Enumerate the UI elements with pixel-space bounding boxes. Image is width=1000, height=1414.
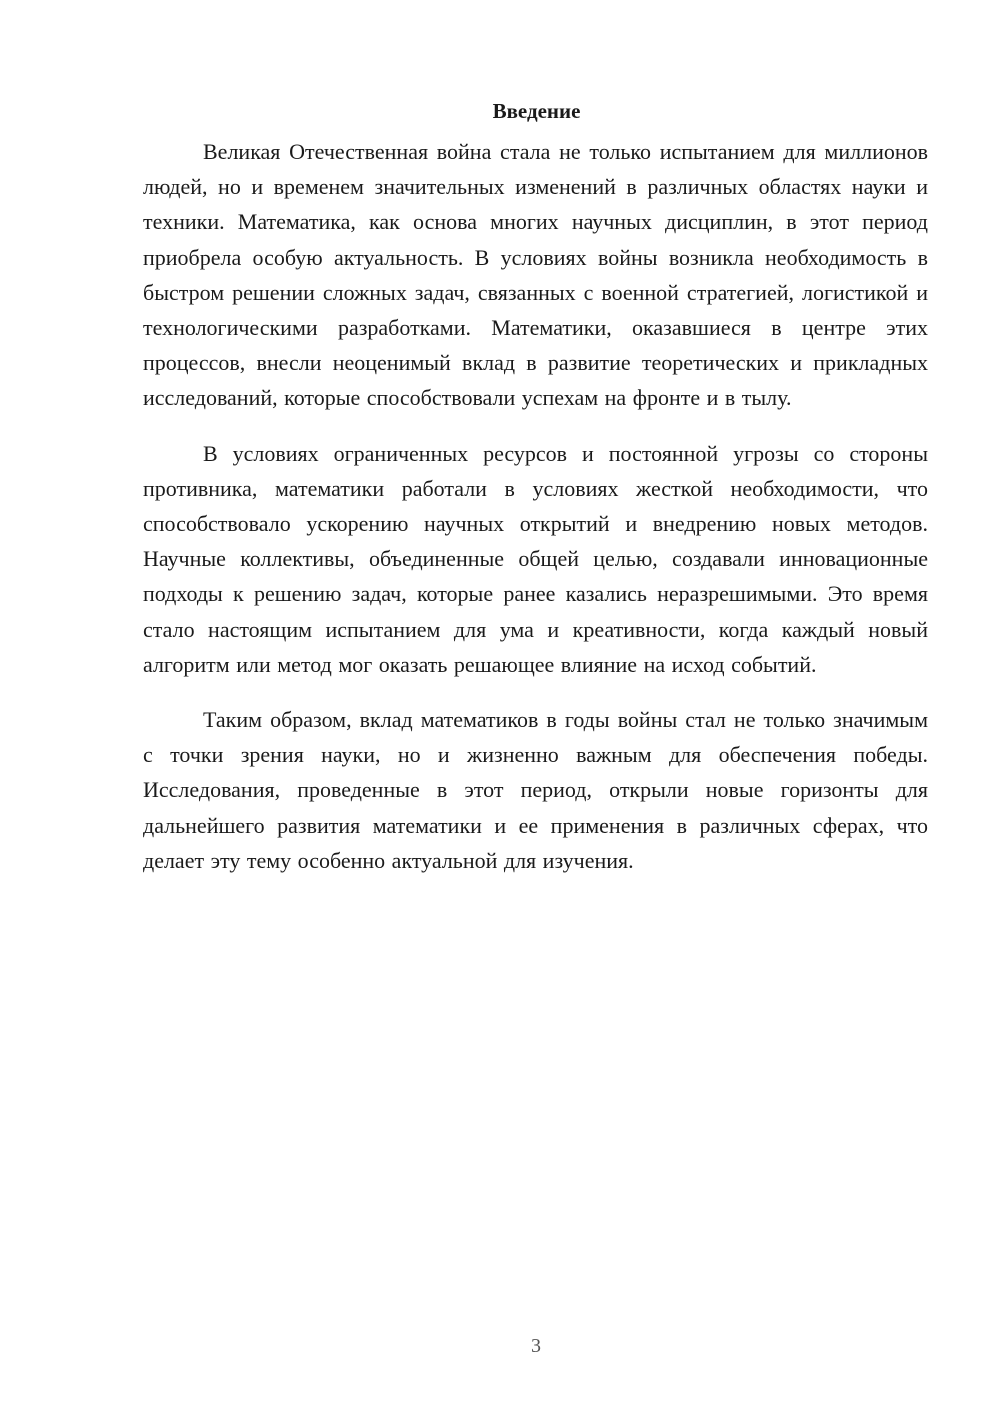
paragraph-3: Таким образом, вклад математиков в годы войны стал не только значимым с точки зрения науки, но и жизненно важным для обеспечения победы. Исследования, проведенные в этот период, открыли новые горизонты для дальнейшего развития математики и ее применения в различных сферах, что делает эту тему особенно актуальной для изучения. xyxy=(143,707,928,873)
paragraph-1: Великая Отечественная война стала не только испытанием для миллионов людей, но и временем значительных изменений в различных областях науки и техники. Математика, как основа многих научных дисциплин, в этот период приобрела особую актуальность. В условиях войны возникла необходимость в быстром решении сложных задач, связанных с военной стратегией, логистикой и технологическими разработками. Математики, оказавшиеся в центре этих процессов, внесли неоценимый вклад в развитие теоретических и прикладных исследований, которые способствовали успехам на фронте и в тылу. xyxy=(143,139,928,411)
paragraph-2: В условиях ограниченных ресурсов и постоянной угрозы со стороны противника, математики работали в условиях жесткой необходимости, что способствовало ускорению научных открытий и внедрению новых методов. Научные коллективы, объединенные общей целью, создавали инновационные подходы к решению задач, которые ранее казались неразрешимыми. Это время стало настоящим испытанием для ума и креативности, когда каждый новый алгоритм или метод мог оказать решающее влияние на исход событий. xyxy=(143,440,928,677)
page-number: 3 xyxy=(531,1335,541,1357)
section-heading: Введение xyxy=(492,99,581,123)
page-content xyxy=(143,96,928,898)
